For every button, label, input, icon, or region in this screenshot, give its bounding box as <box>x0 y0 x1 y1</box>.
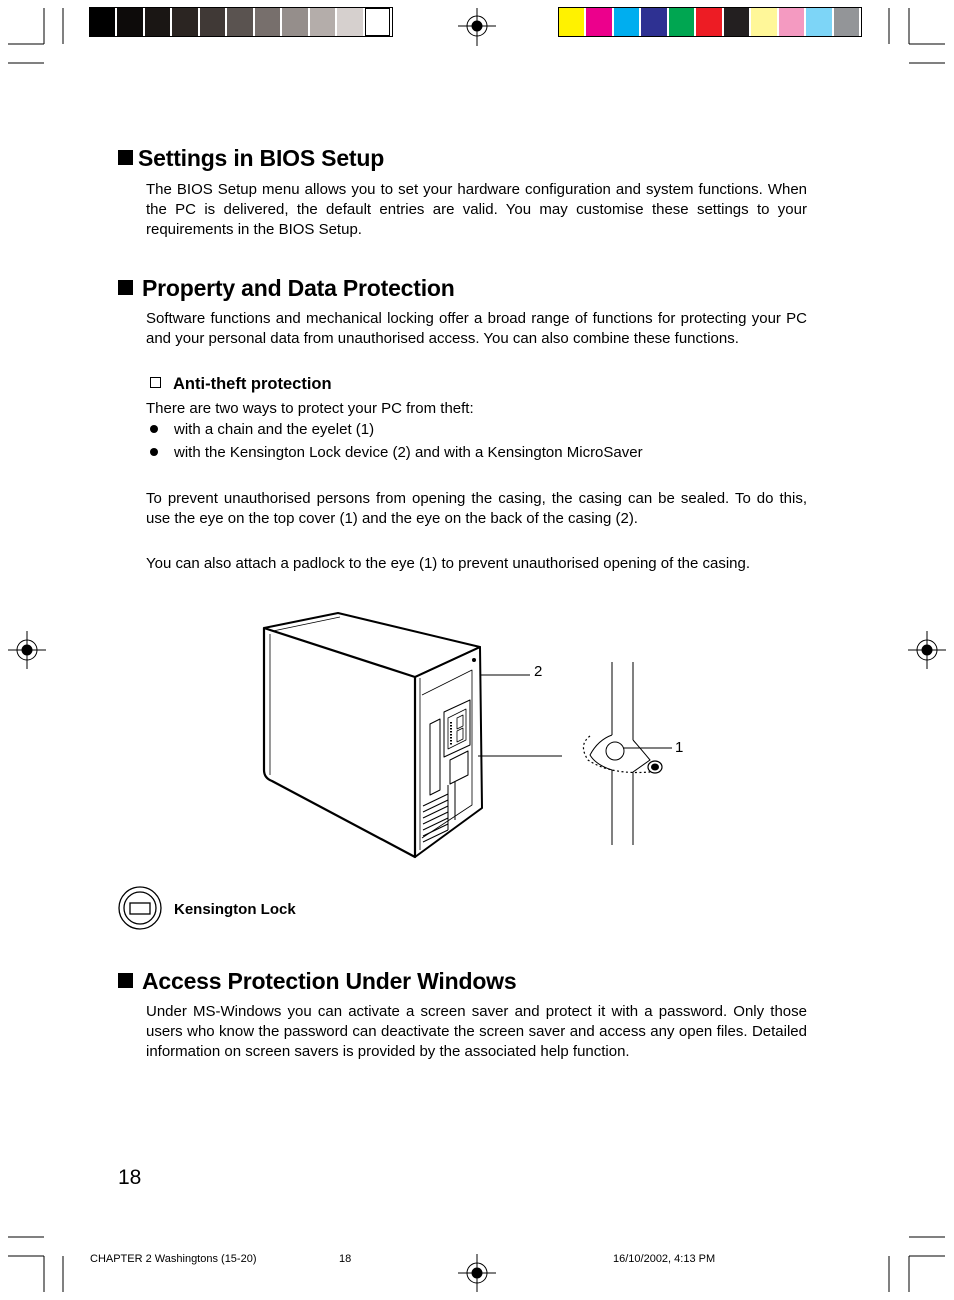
paragraph-access-protection: Under MS-Windows you can activate a screen saver and protect it with a password. Only those users who know the password can deactivate the screen saver and access any open files. Detailed information on screen savers is provided by the associated help function. <box>146 1003 807 1060</box>
heading-bios-setup <box>118 145 384 172</box>
registration-target-top-icon <box>458 8 496 46</box>
footer-timestamp: 16/10/2002, 4:13 PM <box>613 1253 716 1265</box>
square-bullet-icon <box>118 280 133 295</box>
list-item-text: with a chain and the eyelet (1) <box>174 421 375 438</box>
bullet-dot-icon <box>150 448 158 456</box>
heading-property-protection <box>118 275 455 302</box>
pc-tower-figure <box>250 600 690 860</box>
figure-callout-1: 1 <box>675 739 684 756</box>
subheading-anti-theft <box>150 375 332 394</box>
bullet-dot-icon <box>150 425 158 433</box>
registration-target-bottom-icon <box>458 1254 496 1292</box>
list-item-text: with the Kensington Lock device (2) and with a Kensington MicroSaver <box>174 444 643 461</box>
square-bullet-icon <box>118 973 133 988</box>
registration-target-right-icon <box>908 631 946 669</box>
page-number: 18 <box>118 1166 142 1189</box>
kensington-lock-label: Kensington Lock <box>174 901 296 918</box>
registration-target-left-icon <box>8 631 46 669</box>
footer-file-name: CHAPTER 2 Washingtons (15-20) <box>90 1253 257 1265</box>
list-item <box>150 444 643 461</box>
subheading-text: Anti-theft protection <box>173 375 332 393</box>
heading-text: Property and Data Protection <box>142 275 455 301</box>
footer-page: 18 <box>339 1253 352 1265</box>
list-item <box>150 421 374 438</box>
square-bullet-icon <box>118 150 133 165</box>
heading-text: Settings in BIOS Setup <box>138 145 385 171</box>
checkbox-bullet-icon <box>150 377 161 388</box>
kensington-lock-icon <box>118 886 164 932</box>
paragraph-seal-casing: To prevent unauthorised persons from opening the casing, the casing can be sealed. To do this, use the eye on the top cover (1) and the eye on the back of the casing (2). <box>146 490 807 527</box>
paragraph-property-protection: Software functions and mechanical locking offer a broad range of functions for protecting your PC and your personal data from unauthorised access. You can also combine these functions. <box>146 310 807 347</box>
paragraph-anti-theft-intro: There are two ways to protect your PC from theft: <box>146 400 474 417</box>
paragraph-padlock: You can also attach a padlock to the eye (1) to prevent unauthorised opening of the casing. <box>146 555 751 572</box>
heading-text: Access Protection Under Windows <box>142 968 517 994</box>
heading-access-protection <box>118 968 516 995</box>
figure-callout-2: 2 <box>534 663 543 680</box>
paragraph-bios-setup: The BIOS Setup menu allows you to set your hardware configuration and system functions. When the PC is delivered, the default entries are valid. You may customise these settings to your requirements in the BIOS Setup. <box>146 181 807 238</box>
